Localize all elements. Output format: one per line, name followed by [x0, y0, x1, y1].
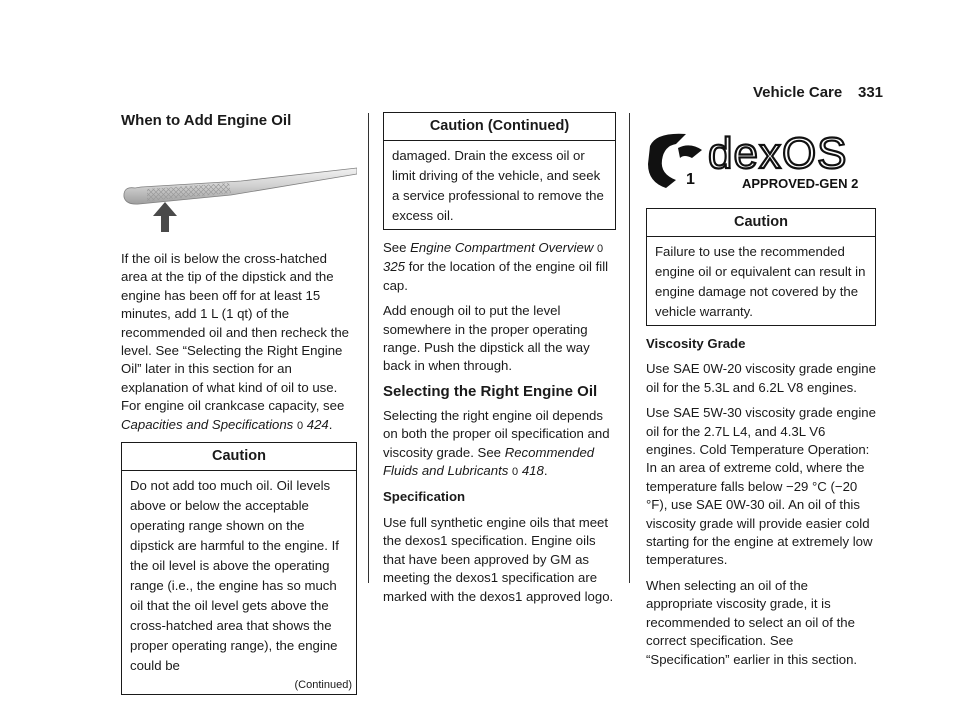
paragraph: Add enough oil to put the level somewhere in the proper operating range. Push the dipstick all the way back in when through. [383, 303, 590, 374]
column-divider [368, 113, 369, 583]
paragraph: See Engine Compartment Overview 0 325 for the location of the engine oil fill cap. [383, 240, 609, 293]
svg-text:1: 1 [686, 171, 695, 188]
svg-text:dexOS: dexOS [708, 129, 848, 178]
caution-box [383, 112, 616, 230]
svg-text:APPROVED-GEN 2: APPROVED-GEN 2 [742, 176, 859, 190]
page-reference: 325 [383, 259, 406, 275]
paragraph: Selecting the right engine oil depends on both the proper oil specification and viscosity grade. See Recommended Fluids and Lubricants 0 418. [383, 407, 610, 479]
column-1 [121, 112, 357, 704]
up-arrow-icon [153, 202, 177, 232]
column-3 [646, 112, 876, 676]
page-ref-icon: 0 [597, 243, 604, 255]
subheading: Viscosity Grade [646, 336, 746, 351]
page-number: 331 [858, 84, 884, 101]
page-ref-icon: 0 [512, 466, 519, 479]
paragraph: Use SAE 0W-20 viscosity grade engine oil for the 5.3L and 6.2L V8 engines. [646, 361, 876, 395]
caution-body: Failure to use the recommended engine oil or equivalent can result in engine damage not covered by the vehicle warranty. [655, 244, 866, 319]
paragraph: Use SAE 5W-30 viscosity grade engine oil for the 2.7L L4, and 4.3L V6 engines. Cold Temperature Operation: In an area of extreme cold, where the temperature falls below −29 °C (−20 °F), use SAE 0W-30 oil. An oil of this viscosity grade will provide easier cold starting for the engine at extremely low temperatures. [646, 405, 876, 568]
continued-label: (Continued) [294, 679, 352, 692]
running-header-section: Vehicle Care [753, 84, 843, 101]
caution-title: Caution (Continued) [384, 113, 615, 141]
caution-box [646, 208, 876, 326]
paragraph: If the oil is below the cross-hatched area at the tip of the dipstick and the engine has been off for at least 15 minutes, add 1 L (1 qt) of the recommended oil and then recheck the level. See “Selecting the Right Engine Oil” later in this section for an explanation of what kind of oil to use. For engine oil crankcase capacity, see Capacities and Specifications 0 424. [121, 251, 349, 432]
column-2 [383, 112, 616, 613]
paragraph: Use full synthetic engine oils that meet the dexos1 specification. Engine oils that have been approved by GM as meeting the dexos1 specification are marked with the dexos1 approved logo. [383, 514, 614, 604]
caution-box [121, 442, 357, 695]
caution-body: damaged. Drain the excess oil or limit driving of the vehicle, and seek a service professional to remove the excess oil. [392, 148, 604, 223]
caution-title: Caution [122, 443, 356, 471]
dexos-approved-logo [646, 128, 876, 190]
caution-title: Caution [647, 209, 875, 237]
page-ref-icon: 0 [296, 419, 304, 432]
column-divider [629, 113, 630, 583]
page-reference: 418 [521, 463, 544, 479]
subheading: Specification [383, 489, 466, 505]
dipstick-illustration [121, 152, 357, 232]
paragraph: When selecting an oil of the appropriate viscosity grade, it is recommended to select an oil of the correct specification. See “Specification” earlier in this section. [646, 577, 858, 667]
page-reference: 424 [306, 416, 329, 432]
section-heading: When to Add Engine Oil [121, 112, 292, 129]
caution-body: Do not add too much oil. Oil levels above or below the acceptable operating range shown on the dipstick are harmful to the engine. If the oil level is above the operating range (i.e., the engine has so much oil that the oil level gets above the cross-hatched area that shows the proper operating range), the engine could be [130, 478, 339, 674]
section-heading: Selecting the Right Engine Oil [383, 382, 598, 400]
